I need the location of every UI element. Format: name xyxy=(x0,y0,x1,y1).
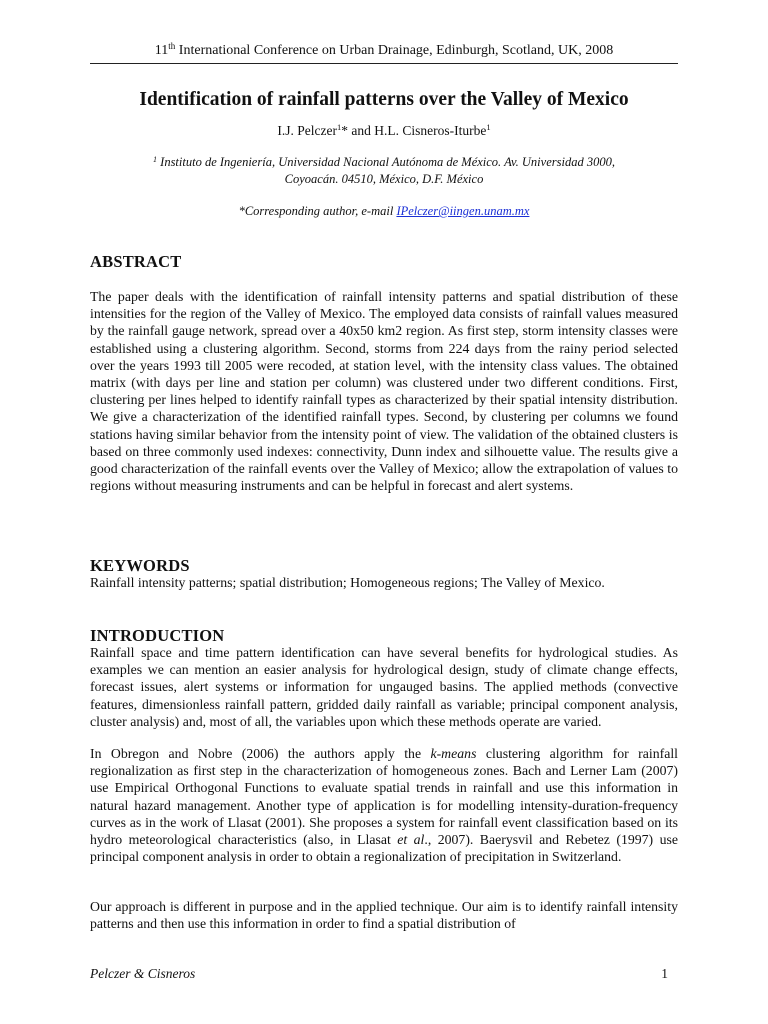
abstract-heading: ABSTRACT xyxy=(90,252,182,271)
affiliation xyxy=(130,154,638,187)
intro-p2-part-c: ., 2007). Baerysvil and Rebetez (1997) use principal component analysis in order to obtain a regionalization of precipitation in Switzerland. xyxy=(90,832,678,865)
intro-p2-part-b: clustering algorithm for rainfall regionalization as first step in the characterization of homogeneous zones. Bach and Lerner Lam (2007) use Empirical Orthogonal Functions to evaluate spatial trends in rainfall and use this information in natural hazard management. Another type of application is for modelling intensity-duration-frequency curves as in the work of Llasat (2001). She proposes a system for rainfall event classification based on its hydro meteorological characteristics (also, in Llasat xyxy=(90,746,678,848)
intro-p2-part-a: In Obregon and Nobre (2006) the authors apply the xyxy=(90,746,431,761)
author-1-affil-mark: 1 xyxy=(337,122,342,132)
footer-authors: Pelczer & Cisneros xyxy=(90,966,196,981)
corresponding-author xyxy=(90,203,678,219)
running-head xyxy=(90,42,678,60)
keywords-text: Rainfall intensity patterns; spatial distribution; Homogeneous regions; The Valley of Mexico. xyxy=(90,575,605,590)
running-head-text: International Conference on Urban Drainage, Edinburgh, Scotland, UK, 2008 xyxy=(175,43,614,58)
intro-p2-et-al: et al xyxy=(397,832,425,848)
affiliation-mark: 1 xyxy=(153,155,158,164)
introduction-paragraph-3: Our approach is different in purpose and in the applied technique. Our aim is to identify rainfall intensity patterns and then use this information in order to find a spatial distribution of xyxy=(90,899,678,932)
header-rule xyxy=(90,63,678,64)
paper-page xyxy=(90,0,678,1024)
author-2: H.L. Cisneros-Iturbe xyxy=(374,123,487,138)
running-head-number: 11 xyxy=(154,43,169,58)
affiliation-line-2: Coyoacán. 04510, México, D.F. México xyxy=(284,171,484,186)
abstract-text: The paper deals with the identification of rainfall intensity patterns and spatial distribution of these intensities for the region of the Valley of Mexico. The employed data consists of rainfall values measured by the rainfall gauge network, spread over a 40x50 km2 region. As first step, storm intensity classes were established using a clustering algorithm. Second, storms from 224 days from the rainy period selected over the years 1993 till 2005 were recoded, at station level, with the intensity class values. The obtained matrix (with days per line and station per column) was clustered under two different conditions. First, clustering per lines helped to identify rainfall types as characterized by their spatial intensity distribution. We give a characterization of the identified rainfall types. Second, by clustering per columns we found stations having similar behavior from the intensity point of view. The validation of the obtained clusters is based on three commonly used indexes: connectivity, Dunn index and silhouette value. The results give a good characterization of the rainfall events over the Valley of Mexico; allow the extrapolation of values to regions without measuring instruments and can be helpful in forecast and alert systems. xyxy=(90,289,678,494)
corresponding-prefix: *Corresponding author, e-mail xyxy=(238,204,397,218)
author-2-affil-mark: 1 xyxy=(486,122,491,132)
affiliation-line-1: Instituto de Ingeniería, Universidad Nacional Autónoma de México. Av. Universidad 3000, xyxy=(157,155,615,169)
author-line xyxy=(90,122,678,140)
paper-title: Identification of rainfall patterns over the Valley of Mexico xyxy=(139,89,629,110)
introduction-heading: INTRODUCTION xyxy=(90,626,225,645)
introduction-paragraph-1: Rainfall space and time pattern identification can have several benefits for hydrological studies. As examples we can mention an easier analysis for hydrological design, study of climate change effects, forecast issues, alert systems or information for ungauged basins. The applied methods (convective features, dimensionless rainfall pattern, gridded daily rainfall as variable; principal component analysis, cluster analysis) and, most of all, the variables upon which these methods operate are varied. xyxy=(90,645,678,729)
keywords-heading: KEYWORDS xyxy=(90,556,190,575)
page-number: 1 xyxy=(661,966,668,981)
email-link[interactable]: IPelczer@iingen.unam.mx xyxy=(396,204,530,218)
intro-p2-kmeans: k-means xyxy=(430,746,477,761)
introduction-paragraph-2 xyxy=(90,745,678,865)
running-head-ordinal-suffix: th xyxy=(168,41,176,51)
author-1: I.J. Pelczer xyxy=(277,123,337,138)
author-separator: * and xyxy=(341,123,375,138)
